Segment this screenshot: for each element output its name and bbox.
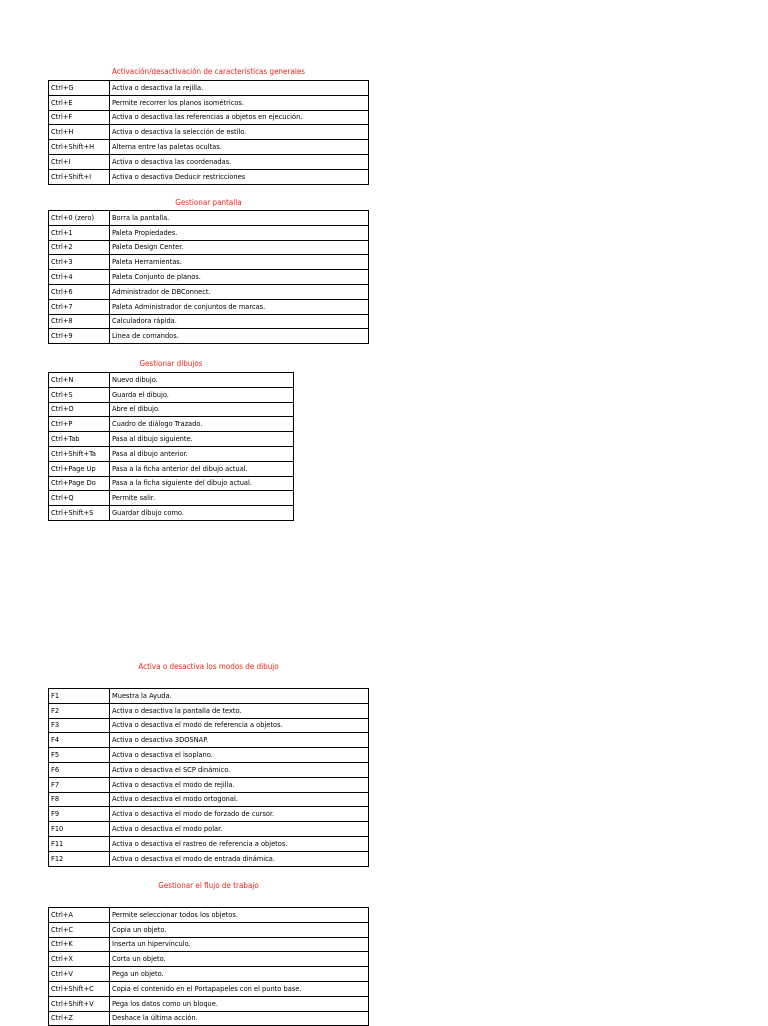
shortcut-key: Ctrl+C: [49, 922, 110, 937]
section-general-features: [48, 67, 369, 185]
section-drawing-modes: [48, 662, 369, 867]
shortcut-description: Cuadro de diálogo Trazado.: [110, 417, 294, 432]
shortcut-description: Administrador de DBConnect.: [110, 284, 369, 299]
shortcut-description: Activa o desactiva las coordenadas.: [110, 154, 369, 169]
table-row: [49, 417, 294, 432]
table-row: [49, 703, 369, 718]
shortcut-description: Activa o desactiva Deducir restricciones: [110, 169, 369, 184]
section-title: Gestionar el flujo de trabajo: [158, 881, 259, 890]
shortcut-description: Paleta Propiedades.: [110, 225, 369, 240]
table-row: [49, 792, 369, 807]
table-row: [49, 81, 369, 96]
shortcut-table: [48, 372, 294, 521]
table-row: [49, 491, 294, 506]
shortcut-description: Activa o desactiva el modo polar.: [110, 822, 369, 837]
table-row: [49, 95, 369, 110]
table-row: [49, 822, 369, 837]
shortcut-key: Ctrl+4: [49, 270, 110, 285]
shortcut-description: Activa o desactiva la selección de estilo.: [110, 125, 369, 140]
shortcut-key: Ctrl+K: [49, 937, 110, 952]
shortcut-description: Activa o desactiva las referencias a objetos en ejecución.: [110, 110, 369, 125]
shortcut-description: Activa o desactiva el rastreo de referencia a objetos.: [110, 836, 369, 851]
shortcut-description: Paleta Administrador de conjuntos de marcas.: [110, 299, 369, 314]
table-row: [49, 255, 369, 270]
shortcut-description: Activa o desactiva el SCP dinámico.: [110, 762, 369, 777]
shortcut-description: Copia el contenido en el Portapapeles con el punto base.: [110, 981, 369, 996]
table-row: [49, 154, 369, 169]
shortcut-key: Ctrl+Shift+Ta: [49, 446, 110, 461]
shortcut-description: Nuevo dibujo.: [110, 373, 294, 388]
table-row: [49, 240, 369, 255]
shortcut-key: Ctrl+Z: [49, 1011, 110, 1026]
shortcut-key: F11: [49, 836, 110, 851]
table-row: [49, 908, 369, 923]
shortcut-description: Activa o desactiva la rejilla.: [110, 81, 369, 96]
table-row: [49, 689, 369, 704]
table-row: [49, 402, 294, 417]
shortcut-description: Guarda el dibujo.: [110, 387, 294, 402]
table-row: [49, 110, 369, 125]
table-row: [49, 373, 294, 388]
shortcut-key: Ctrl+8: [49, 314, 110, 329]
table-row: [49, 807, 369, 822]
shortcut-key: Ctrl+Page Up: [49, 461, 110, 476]
table-row: [49, 432, 294, 447]
shortcut-description: Corta un objeto.: [110, 952, 369, 967]
shortcut-description: Permite salir.: [110, 491, 294, 506]
table-row: [49, 284, 369, 299]
table-row: [49, 937, 369, 952]
shortcut-key: Ctrl+E: [49, 95, 110, 110]
table-row: [49, 169, 369, 184]
table-row: [49, 476, 294, 491]
table-row: [49, 446, 294, 461]
shortcut-description: Pega los datos como un bloque.: [110, 996, 369, 1011]
shortcut-key: Ctrl+H: [49, 125, 110, 140]
table-row: [49, 387, 294, 402]
section-workflow-management: [48, 881, 369, 1026]
shortcut-description: Paleta Herramientas.: [110, 255, 369, 270]
table-row: [49, 762, 369, 777]
shortcut-key: Ctrl+I: [49, 154, 110, 169]
shortcut-key: Ctrl+A: [49, 908, 110, 923]
section-drawing-management: [48, 359, 294, 521]
shortcut-key: Ctrl+X: [49, 952, 110, 967]
shortcut-description: Abre el dibujo.: [110, 402, 294, 417]
table-row: [49, 125, 369, 140]
section-title: Gestionar pantalla: [175, 198, 242, 207]
shortcut-key: Ctrl+P: [49, 417, 110, 432]
shortcut-key: Ctrl+Shift+S: [49, 506, 110, 521]
table-row: [49, 996, 369, 1011]
shortcut-key: Ctrl+0 (zero): [49, 211, 110, 226]
shortcut-key: F5: [49, 748, 110, 763]
shortcut-key: F8: [49, 792, 110, 807]
shortcut-key: Ctrl+1: [49, 225, 110, 240]
shortcut-key: Ctrl+S: [49, 387, 110, 402]
table-row: [49, 981, 369, 996]
table-row: [49, 225, 369, 240]
shortcut-table: [48, 210, 369, 344]
table-row: [49, 299, 369, 314]
table-row: [49, 506, 294, 521]
table-row: [49, 329, 369, 344]
shortcut-description: Pasa a la ficha siguiente del dibujo actual.: [110, 476, 294, 491]
table-row: [49, 461, 294, 476]
shortcut-key: Ctrl+2: [49, 240, 110, 255]
shortcut-key: Ctrl+G: [49, 81, 110, 96]
table-row: [49, 836, 369, 851]
shortcut-table: [48, 80, 369, 185]
table-row: [49, 140, 369, 155]
shortcut-description: Deshace la última acción.: [110, 1011, 369, 1026]
section-title: Activa o desactiva los modos de dibujo: [138, 662, 279, 671]
table-row: [49, 718, 369, 733]
table-row: [49, 211, 369, 226]
shortcut-key: Ctrl+3: [49, 255, 110, 270]
shortcut-description: Inserta un hipervínculo.: [110, 937, 369, 952]
shortcut-description: Pega un objeto.: [110, 967, 369, 982]
shortcut-key: Ctrl+7: [49, 299, 110, 314]
shortcut-description: Copia un objeto.: [110, 922, 369, 937]
table-row: [49, 967, 369, 982]
shortcut-description: Permite recorrer los planos isométricos.: [110, 95, 369, 110]
shortcut-key: Ctrl+Tab: [49, 432, 110, 447]
shortcut-key: F2: [49, 703, 110, 718]
table-row: [49, 851, 369, 866]
table-row: [49, 314, 369, 329]
shortcut-description: Pasa a la ficha anterior del dibujo actual.: [110, 461, 294, 476]
shortcut-description: Pasa al dibujo anterior.: [110, 446, 294, 461]
shortcut-key: F4: [49, 733, 110, 748]
shortcut-description: Borra la pantalla.: [110, 211, 369, 226]
shortcut-description: Activa o desactiva 3DOSNAP.: [110, 733, 369, 748]
shortcut-key: F10: [49, 822, 110, 837]
table-row: [49, 922, 369, 937]
shortcut-key: F3: [49, 718, 110, 733]
shortcut-description: Paleta Conjunto de planos.: [110, 270, 369, 285]
shortcut-key: Ctrl+V: [49, 967, 110, 982]
table-row: [49, 748, 369, 763]
shortcut-description: Calculadora rápida.: [110, 314, 369, 329]
table-row: [49, 270, 369, 285]
shortcut-description: Activa o desactiva el isoplano.: [110, 748, 369, 763]
shortcut-description: Línea de comandos.: [110, 329, 369, 344]
shortcut-key: Ctrl+Page Do: [49, 476, 110, 491]
shortcut-description: Alterna entre las paletas ocultas.: [110, 140, 369, 155]
shortcut-key: Ctrl+N: [49, 373, 110, 388]
shortcut-description: Activa o desactiva el modo ortogonal.: [110, 792, 369, 807]
shortcut-description: Activa o desactiva la pantalla de texto.: [110, 703, 369, 718]
shortcut-key: Ctrl+F: [49, 110, 110, 125]
shortcut-key: Ctrl+Q: [49, 491, 110, 506]
section-screen-management: [48, 198, 369, 344]
shortcut-description: Activa o desactiva el modo de referencia a objetos.: [110, 718, 369, 733]
shortcut-key: F12: [49, 851, 110, 866]
shortcut-description: Permite seleccionar todos los objetos.: [110, 908, 369, 923]
shortcut-description: Muestra la Ayuda.: [110, 689, 369, 704]
shortcut-description: Guardar dibujo como.: [110, 506, 294, 521]
shortcut-table: [48, 688, 369, 867]
shortcut-key: F6: [49, 762, 110, 777]
shortcut-description: Activa o desactiva el modo de entrada dinámica.: [110, 851, 369, 866]
shortcut-key: Ctrl+6: [49, 284, 110, 299]
shortcut-description: Activa o desactiva el modo de rejilla.: [110, 777, 369, 792]
shortcut-key: Ctrl+Shift+I: [49, 169, 110, 184]
table-row: [49, 733, 369, 748]
shortcut-key: Ctrl+Shift+C: [49, 981, 110, 996]
table-row: [49, 777, 369, 792]
section-title: Activación/desactivación de características generales: [111, 67, 306, 76]
shortcut-description: Activa o desactiva el modo de forzado de cursor.: [110, 807, 369, 822]
shortcut-key: Ctrl+O: [49, 402, 110, 417]
section-title: Gestionar dibujos: [139, 359, 203, 368]
shortcut-table: [48, 907, 369, 1026]
shortcut-key: Ctrl+Shift+H: [49, 140, 110, 155]
shortcut-key: Ctrl+9: [49, 329, 110, 344]
shortcut-key: Ctrl+Shift+V: [49, 996, 110, 1011]
shortcut-description: Pasa al dibujo siguiente.: [110, 432, 294, 447]
table-row: [49, 952, 369, 967]
shortcut-description: Paleta Design Center.: [110, 240, 369, 255]
shortcut-key: F1: [49, 689, 110, 704]
shortcut-key: F9: [49, 807, 110, 822]
shortcut-key: F7: [49, 777, 110, 792]
